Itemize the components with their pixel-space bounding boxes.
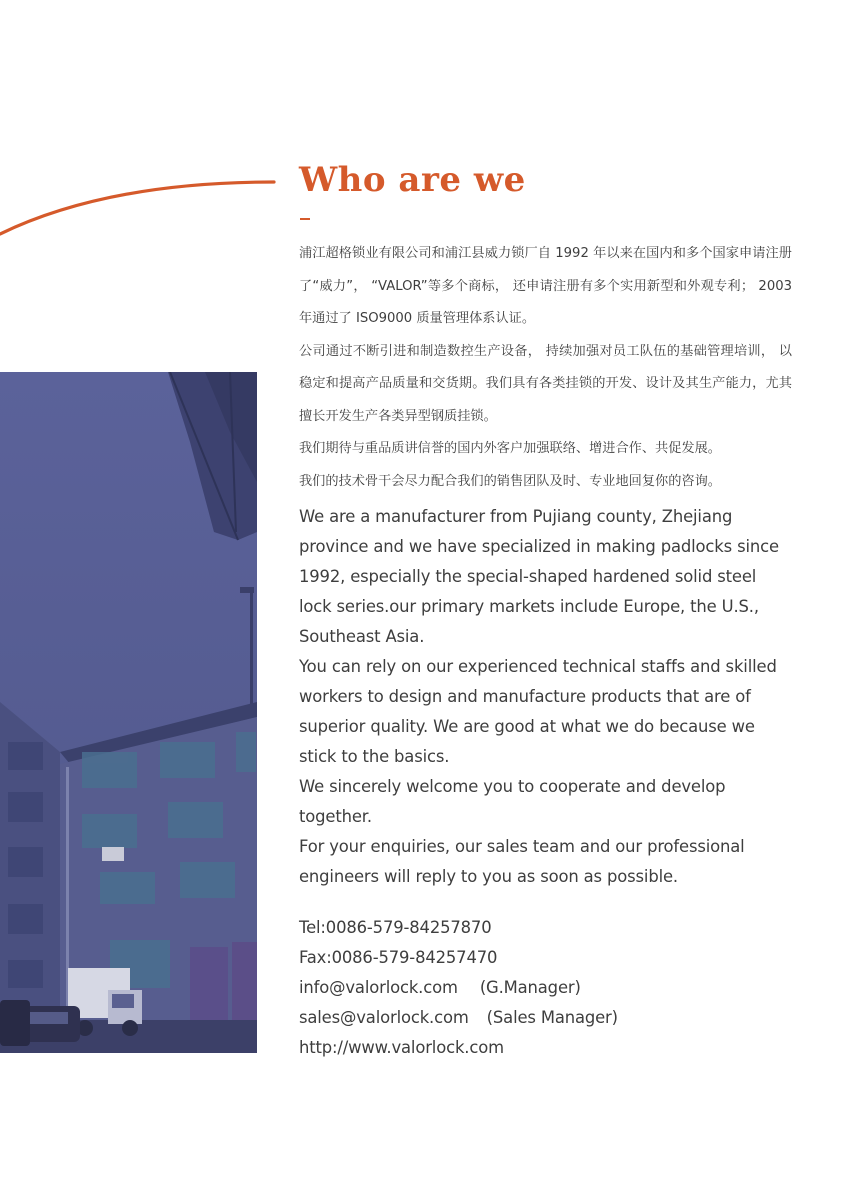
- intro-english: [299, 502, 792, 892]
- contact-email-manager-row: [299, 973, 792, 1003]
- email-sales-link[interactable]: sales@valorlock.com: [299, 1008, 469, 1027]
- intro-cn-paragraph: 公司通过不断引进和制造数控生产设备， 持续加强对员工队伍的基础管理培训， 以稳定和提高产品质量和交货期。我们具有各类挂锁的开发、设计及其生产能力，尤其擅长开发生产各类异型钢质挂锁。: [299, 343, 792, 424]
- intro-cn-paragraph: 我们的技术骨干会尽力配合我们的销售团队及时、专业地回复你的咨询。: [299, 473, 721, 489]
- intro-cn-paragraph: 我们期待与重品质讲信誉的国内外客户加强联络、增进合作、共促发展。: [299, 441, 721, 456]
- intro-chinese: [299, 238, 792, 498]
- contact-fax: Fax:0086-579-84257470: [299, 948, 498, 967]
- contact-email-sales-row: [299, 1003, 792, 1033]
- email-manager-link[interactable]: info@valorlock.com: [299, 978, 458, 997]
- contact-block: [299, 913, 792, 1063]
- intro-en-paragraph: For your enquiries, our sales team and our professional engineers will reply to you as soon as possible.: [299, 837, 745, 886]
- email-manager-role: (G.Manager): [479, 978, 581, 997]
- intro-en-paragraph: You can rely on our experienced technical staffs and skilled workers to design and manufacture products that are of superior quality. We are good at what we do because we stick to the basics.: [299, 657, 777, 766]
- intro-en-paragraph: We are a manufacturer from Pujiang county, Zhejiang province and we have specialized in making padlocks since 1992, especially the special-shaped hardened solid steel lock series.our primary markets include Europe, the U.S., Southeast Asia.: [299, 507, 779, 646]
- intro-en-paragraph: We sincerely welcome you to cooperate and develop together.: [299, 777, 726, 826]
- factory-building-photo: [0, 372, 257, 1053]
- page-title: Who are we: [299, 160, 526, 200]
- decorative-arc: [0, 0, 300, 260]
- website-link[interactable]: http://www.valorlock.com: [299, 1038, 504, 1057]
- contact-tel: Tel:0086-579-84257870: [299, 918, 492, 937]
- intro-cn-paragraph: 浦江超格锁业有限公司和浦江县威力锁厂自 1992 年以来在国内和多个国家申请注册了“威力”， “VALOR”等多个商标， 还申请注册有多个实用新型和外观专利； 2003 年通过了 ISO9000 质量管理体系认证。: [299, 246, 792, 326]
- title-underline-dash: [300, 218, 310, 220]
- email-sales-role: (Sales Manager): [486, 1008, 618, 1027]
